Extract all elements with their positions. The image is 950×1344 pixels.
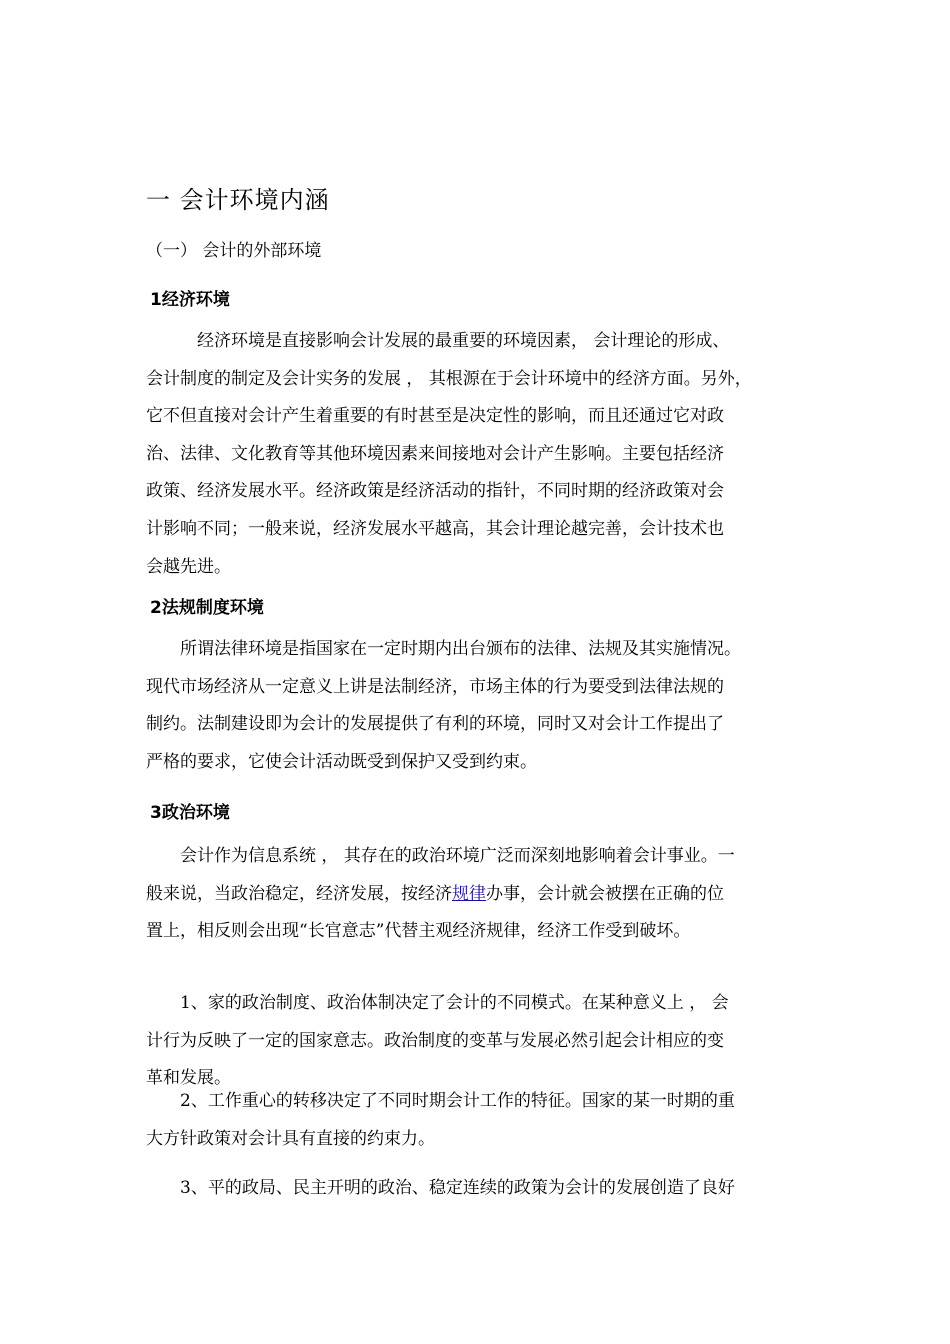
text-line: 置上，相反则会出现“长官意志”代替主观经济规律，经济工作受到破坏。 [146,921,691,942]
text-line: 严格的要求，它使会计活动既受到保护又受到约束。 [146,751,537,772]
text-line: 会计制度的制定及会计实务的发展 ， 其根源在于会计环境中的经济方面。另外， [146,368,752,389]
text-line: 1、家的政治制度、政治体制决定了会计的不同模式。在某种意义上 ， 会 [146,993,729,1013]
text-line: 会越先进。 [146,556,231,577]
text-line: 现代市场经济从一定意义上讲是法制经济，市场主体的行为要受到法律法规的 [146,676,724,697]
text-line: 2、工作重心的转移决定了不同时期会计工作的特征。国家的某一时期的重 [146,1091,735,1111]
text-line: 计行为反映了一定的国家意志。政治制度的变革与发展必然引起会计相应的变 [146,1030,724,1051]
text-line: 会计作为信息系统 ， 其存在的政治环境广泛而深刻地影响着会计事业。一 [146,846,735,866]
subsection-title-economic: 1经济环境 [150,290,230,310]
subsection-title-political: 3政治环境 [150,803,230,823]
text-line: 计影响不同；一般来说，经济发展水平越高，其会计理论越完善，会计技术也 [146,518,724,539]
paragraph-economic [146,323,814,586]
text-line: 它不但直接对会计产生着重要的有时甚至是决定性的影响，而且还通过它对政 [146,406,724,427]
text-line: 制约。法制建设即为会计的发展提供了有利的环境，同时又对会计工作提出了 [146,714,724,735]
subsection-title-legal: 2法规制度环境 [150,598,264,618]
text-line: 3、平的政局、民主开明的政治、稳定连续的政策为会计的发展创造了良好 [146,1178,735,1198]
point-1 [146,985,814,1098]
text-line: 所谓法律环境是指国家在一定时期内出台颁布的法律、法规及其实施情况。 [146,639,741,659]
point-3 [146,1170,814,1208]
text-segment: 般来说，当政治稳定，经济发展，按经济 [146,883,452,904]
text-line [146,876,814,914]
point-2 [146,1083,814,1158]
rule-link[interactable]: 规律 [452,883,486,904]
section-heading: （一） 会计的外部环境 [146,241,322,261]
text-line: 大方针政策对会计具有直接的约束力。 [146,1128,435,1149]
text-line: 政策、经济发展水平。经济政策是经济活动的指针，不同时期的经济政策对会 [146,481,724,502]
text-line: 经济环境是直接影响会计发展的最重要的环境因素， 会计理论的形成、 [146,331,730,351]
paragraph-political [146,838,814,951]
chapter-heading: 一 会计环境内涵 [146,186,330,214]
paragraph-legal [146,631,814,781]
text-line: 革和发展。 [146,1068,231,1089]
text-segment: 办事，会计就会被摆在正确的位 [486,883,724,904]
text-line: 治、法律、文化教育等其他环境因素来间接地对会计产生影响。主要包括经济 [146,443,724,464]
